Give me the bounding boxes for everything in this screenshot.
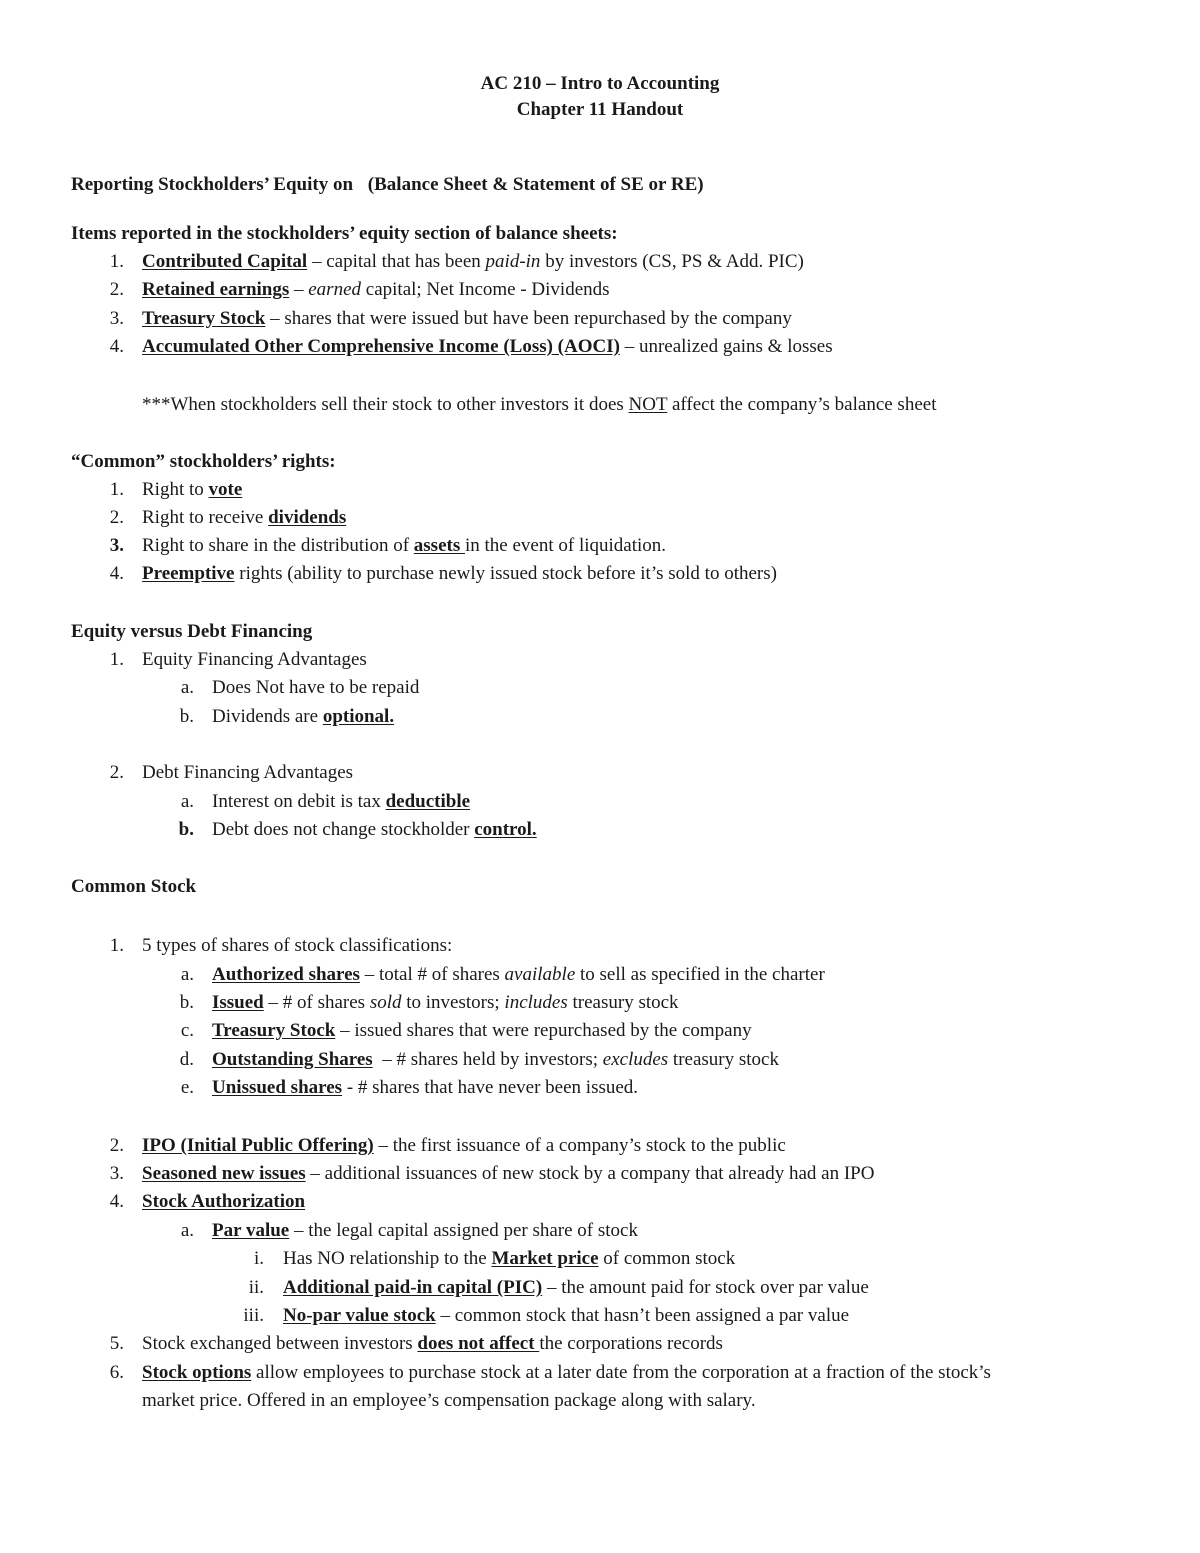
list-item: No-par value stock – common stock that hasn’t been assigned a par value bbox=[283, 1305, 850, 1326]
list-marker: 2. bbox=[109, 1135, 124, 1156]
list-marker: 1. bbox=[109, 479, 124, 500]
list-marker: e. bbox=[180, 1077, 194, 1098]
classifications-label: 5 types of shares of stock classifications: bbox=[142, 935, 453, 956]
term: Treasury Stock bbox=[142, 308, 266, 329]
term: dividends bbox=[268, 507, 347, 528]
list-marker: c. bbox=[180, 1020, 194, 1041]
term: deductible bbox=[385, 791, 471, 812]
term: Retained earnings bbox=[142, 279, 290, 300]
term: Issued bbox=[212, 992, 264, 1013]
term: assets bbox=[413, 535, 465, 556]
list-marker: b. bbox=[178, 819, 194, 840]
reporting-heading-b: (Balance Sheet & Statement of SE or RE) bbox=[367, 174, 704, 195]
term: No-par value stock bbox=[283, 1305, 436, 1326]
list-marker: 4. bbox=[109, 1191, 124, 1212]
list-item: Right to receive dividends bbox=[142, 507, 347, 528]
rights-heading: “Common” stockholders’ rights: bbox=[71, 451, 336, 472]
list-item: Interest on debit is tax deductible bbox=[212, 791, 471, 812]
list-item: Accumulated Other Comprehensive Income (Loss) (AOCI) – unrealized gains & losses bbox=[142, 336, 833, 357]
list-item: Contributed Capital – capital that has been paid-in by investors (CS, PS & Add. PIC) bbox=[142, 251, 804, 272]
term: does not affect bbox=[417, 1333, 540, 1354]
term: IPO (Initial Public Offering) bbox=[142, 1135, 374, 1156]
list-item: Stock options allow employees to purchase stock at a later date from the corporation at a fraction of the stock’s bbox=[142, 1362, 991, 1383]
list-item: Right to vote bbox=[142, 479, 243, 500]
list-item: Unissued shares - # shares that have never been issued. bbox=[212, 1077, 639, 1098]
list-marker: 3. bbox=[109, 535, 124, 556]
equity-advantages-label: Equity Financing Advantages bbox=[142, 649, 367, 670]
common-stock-heading: Common Stock bbox=[71, 876, 197, 897]
balance-sheet-note: ***When stockholders sell their stock to other investors it does NOT affect the company’s balance sheet bbox=[142, 394, 937, 415]
items-heading: Items reported in the stockholders’ equity section of balance sheets: bbox=[71, 223, 618, 244]
list-marker: 1. bbox=[109, 935, 124, 956]
list-item: Additional paid-in capital (PIC) – the amount paid for stock over par value bbox=[283, 1277, 869, 1298]
reporting-heading-a: Reporting Stockholders’ Equity on bbox=[71, 174, 354, 195]
list-item: Treasury Stock – shares that were issued but have been repurchased by the company bbox=[142, 308, 792, 329]
list-item: Stock exchanged between investors does not affect the corporations records bbox=[142, 1333, 723, 1354]
list-item bbox=[142, 1190, 305, 1214]
list-marker: a. bbox=[180, 677, 194, 698]
list-marker: 3. bbox=[109, 308, 124, 329]
list-item: Retained earnings – earned capital; Net Income - Dividends bbox=[142, 279, 610, 300]
list-marker: d. bbox=[179, 1049, 194, 1070]
term: control. bbox=[474, 819, 537, 840]
list-marker: 4. bbox=[109, 336, 124, 357]
list-marker: 1. bbox=[109, 649, 124, 670]
term: Accumulated Other Comprehensive Income (Loss) (AOCI) bbox=[142, 336, 620, 357]
list-marker: 5. bbox=[109, 1333, 124, 1354]
term: Contributed Capital bbox=[142, 251, 308, 272]
list-marker: 1. bbox=[109, 251, 124, 272]
list-item: Treasury Stock – issued shares that were repurchased by the company bbox=[212, 1020, 752, 1041]
term: Preemptive bbox=[142, 563, 235, 584]
list-item: Outstanding Shares – # shares held by investors; excludes treasury stock bbox=[212, 1049, 779, 1070]
list-marker: 4. bbox=[109, 563, 124, 584]
term: Treasury Stock bbox=[212, 1020, 336, 1041]
term: Par value bbox=[212, 1220, 290, 1241]
term: Stock options bbox=[142, 1362, 252, 1383]
list-marker: b. bbox=[179, 992, 194, 1013]
list-marker: 2. bbox=[109, 762, 124, 783]
list-marker: a. bbox=[180, 964, 194, 985]
list-item: Right to share in the distribution of assets in the event of liquidation. bbox=[142, 535, 667, 556]
list-item: IPO (Initial Public Offering) – the first issuance of a company’s stock to the public bbox=[142, 1135, 786, 1156]
debt-advantages-label: Debt Financing Advantages bbox=[142, 762, 354, 783]
course-title: AC 210 – Intro to Accounting bbox=[480, 73, 720, 94]
list-item: Authorized shares – total # of shares available to sell as specified in the charter bbox=[212, 964, 825, 985]
list-item: Preemptive rights (ability to purchase newly issued stock before it’s sold to others) bbox=[142, 563, 777, 584]
list-item: Dividends are optional. bbox=[212, 706, 395, 727]
list-marker: a. bbox=[180, 791, 194, 812]
term: optional. bbox=[322, 706, 395, 727]
list-marker: 2. bbox=[109, 279, 124, 300]
financing-heading: Equity versus Debt Financing bbox=[71, 621, 313, 642]
list-marker: 3. bbox=[109, 1163, 124, 1184]
list-marker: ii. bbox=[248, 1277, 264, 1298]
term: Stock Authorization bbox=[142, 1191, 306, 1212]
list-marker: 2. bbox=[109, 507, 124, 528]
term: vote bbox=[208, 479, 243, 500]
list-marker: iii. bbox=[243, 1305, 264, 1326]
list-item: Issued – # of shares sold to investors; includes treasury stock bbox=[212, 992, 679, 1013]
term: Unissued shares bbox=[212, 1077, 343, 1098]
handout-title: Chapter 11 Handout bbox=[516, 99, 684, 120]
reporting-heading bbox=[71, 173, 704, 197]
list-marker: i. bbox=[253, 1248, 264, 1269]
list-item: Par value – the legal capital assigned per share of stock bbox=[212, 1220, 638, 1241]
term: Outstanding Shares bbox=[212, 1049, 373, 1070]
term: Authorized shares bbox=[212, 964, 360, 985]
list-marker: b. bbox=[179, 706, 194, 727]
list-item: Debt does not change stockholder control. bbox=[212, 819, 537, 840]
term: Market price bbox=[491, 1248, 599, 1269]
list-item: Seasoned new issues – additional issuances of new stock by a company that already had an IPO bbox=[142, 1163, 875, 1184]
list-item: Does Not have to be repaid bbox=[212, 677, 420, 698]
list-marker: 6. bbox=[109, 1362, 124, 1383]
list-marker: a. bbox=[180, 1220, 194, 1241]
list-item-continuation: market price. Offered in an employee’s compensation package along with salary. bbox=[142, 1390, 756, 1411]
term: Seasoned new issues bbox=[142, 1163, 306, 1184]
term: Additional paid-in capital (PIC) bbox=[283, 1277, 543, 1298]
list-item: Has NO relationship to the Market price of common stock bbox=[283, 1248, 736, 1269]
